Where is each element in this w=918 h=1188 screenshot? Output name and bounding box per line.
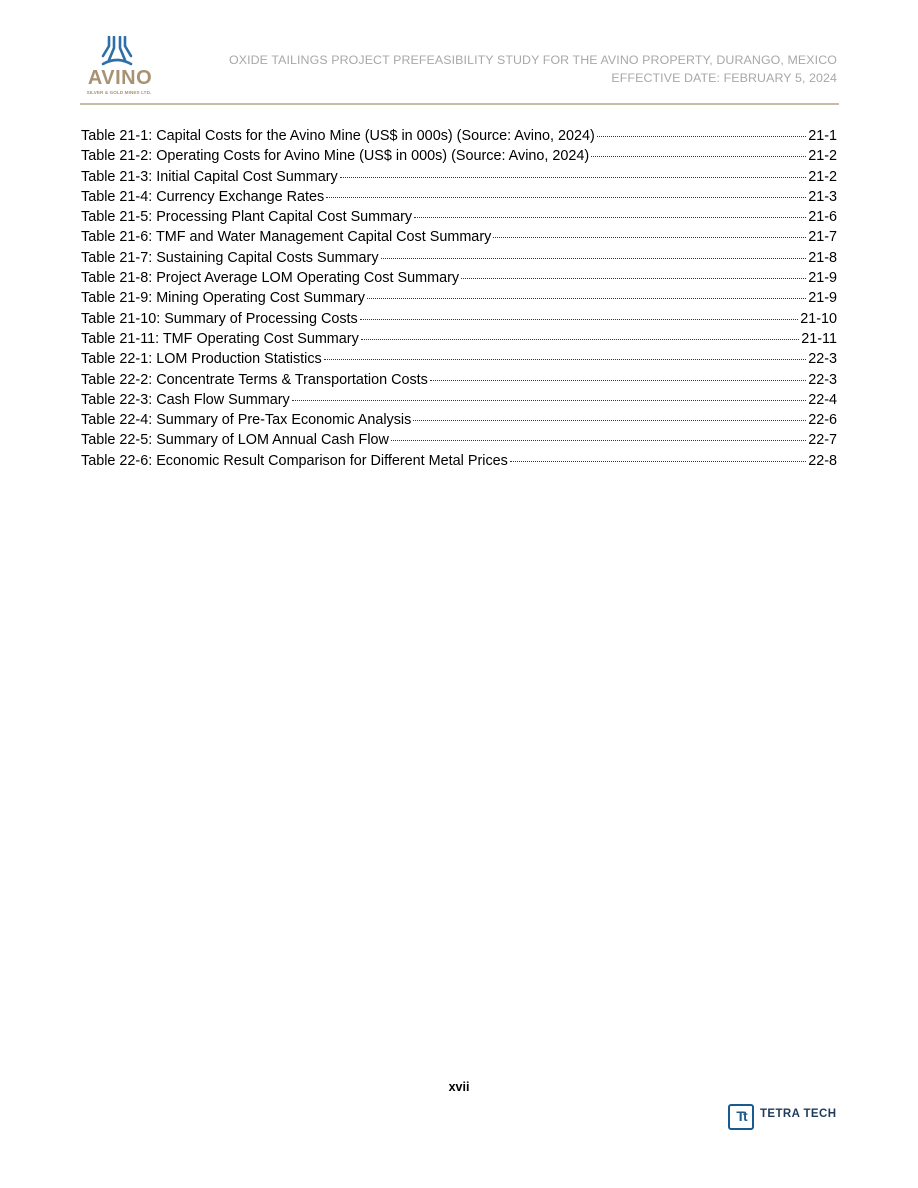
toc-entry-page: 21-6 [808, 209, 837, 226]
toc-entry-title: Table 22-1: LOM Production Statistics [81, 351, 322, 368]
toc-entry-title: Table 22-5: Summary of LOM Annual Cash Flow [81, 432, 389, 449]
toc-entry-page: 21-9 [808, 290, 837, 307]
dot-leader [340, 161, 806, 178]
dot-leader [360, 303, 798, 320]
dot-leader [597, 120, 806, 137]
header-title: OXIDE TAILINGS PROJECT PREFEASIBILITY STUDY FOR THE AVINO PROPERTY, DURANGO, MEXICO [228, 53, 837, 67]
toc-entry-page: 21-8 [808, 249, 837, 266]
toc-entry-page: 21-3 [808, 188, 837, 205]
logo-company-name: AVINO [87, 67, 153, 89]
toc-entry-title: Table 21-10: Summary of Processing Costs [81, 310, 358, 327]
toc-entry-page: 22-6 [808, 412, 837, 429]
toc-entry-page: 21-9 [808, 270, 837, 287]
list-of-tables [81, 123, 837, 468]
dot-leader [292, 384, 806, 401]
toc-entry-page: 22-7 [808, 432, 837, 449]
toc-entry-title: Table 22-4: Summary of Pre-Tax Economic Analysis [81, 412, 412, 429]
toc-entry-title: Table 21-5: Processing Plant Capital Cost Summary [81, 209, 413, 226]
dot-leader [493, 221, 806, 238]
tetra-tech-logo-icon: Tt [728, 1104, 754, 1130]
dot-leader [361, 323, 799, 340]
toc-entry-title: Table 21-7: Sustaining Capital Costs Summary [81, 249, 379, 266]
logo-tagline: SILVER & GOLD MINES LTD. [86, 90, 152, 95]
dot-leader [391, 424, 806, 441]
toc-entry-page: 21-2 [808, 148, 837, 165]
toc-entry-page: 22-3 [808, 371, 837, 388]
header-divider [80, 103, 839, 105]
toc-entry-page: 21-2 [808, 168, 837, 185]
toc-entry-page: 21-11 [801, 330, 837, 347]
dot-leader [326, 181, 806, 198]
dot-leader [367, 282, 806, 299]
toc-entry[interactable] [81, 448, 837, 468]
toc-entry-page: 21-1 [808, 128, 837, 144]
toc-entry-title: Table 22-3: Cash Flow Summary [81, 391, 290, 408]
dot-leader [381, 242, 807, 259]
dot-leader [324, 343, 806, 360]
toc-entry-title: Table 21-8: Project Average LOM Operating Cost Summary [81, 270, 460, 287]
tetra-tech-name: TETRA TECH [760, 1108, 837, 1120]
running-header [229, 51, 837, 87]
dot-leader [591, 140, 806, 157]
header-effective-date: EFFECTIVE DATE: FEBRUARY 5, 2024 [611, 71, 837, 85]
toc-entry-title: Table 21-9: Mining Operating Cost Summary [81, 290, 365, 307]
toc-entry-page: 21-10 [800, 310, 837, 327]
toc-entry-page: 22-4 [808, 391, 837, 408]
toc-entry-title: Table 21-6: TMF and Water Management Capital Cost Summary [81, 229, 492, 246]
dot-leader [414, 201, 806, 218]
page-number: xvii [448, 1080, 470, 1094]
toc-entry-title: Table 21-11: TMF Operating Cost Summary [81, 330, 359, 347]
toc-entry-page: 22-3 [808, 351, 837, 368]
toc-entry-title: Table 22-2: Concentrate Terms & Transportation Costs [81, 371, 428, 388]
toc-entry-title: Table 21-4: Currency Exchange Rates [81, 188, 325, 205]
dot-leader [461, 262, 806, 279]
avino-logo [80, 36, 156, 100]
toc-entry-page: 22-8 [808, 452, 837, 469]
dot-leader [430, 364, 806, 381]
toc-entry-title: Table 21-3: Initial Capital Cost Summary [81, 168, 338, 185]
avino-logo-icon [99, 36, 135, 70]
dot-leader [413, 404, 806, 421]
dot-leader [510, 445, 806, 462]
toc-entry-title: Table 21-2: Operating Costs for Avino Mine (US$ in 000s) (Source: Avino, 2024) [81, 148, 590, 165]
toc-entry-title: Table 21-1: Capital Costs for the Avino Mine (US$ in 000s) (Source: Avino, 2024) [81, 128, 595, 144]
toc-entry-page: 21-7 [808, 229, 837, 246]
toc-entry-title: Table 22-6: Economic Result Comparison for Different Metal Prices [81, 452, 508, 469]
